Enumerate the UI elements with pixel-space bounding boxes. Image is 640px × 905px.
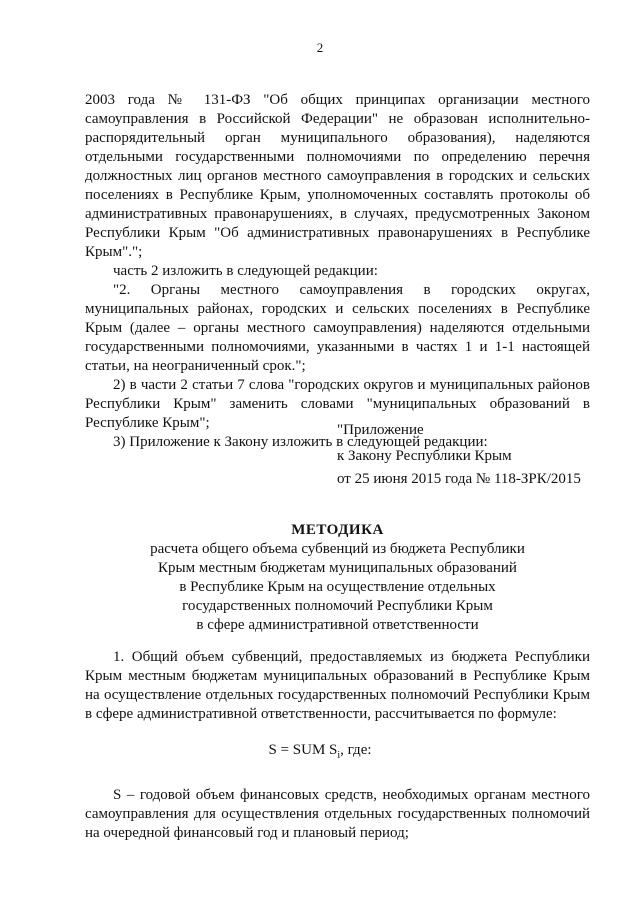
appendix-reference [337, 421, 617, 440]
paragraph-part2-text: "2. Органы местного самоуправления в городских округах, муниципальных районах, городских и сельских поселениях в Республике Крым (далее – органы местного самоуправления) наделяются отдельными государственными полномочиями, указанными в частях 1 и 1-1 настоящей статьи, на неограниченный срок."; [85, 282, 590, 374]
appendix-line-3: от 25 июня 2015 года № 118-ЗРК/2015 [337, 471, 581, 487]
method-subtitle-line-1: расчета общего объема субвенций из бюджета Республики [150, 541, 525, 557]
text-body-method [85, 648, 590, 724]
formula-lhs: S = SUM S [268, 742, 338, 758]
appendix-reference-2 [337, 447, 617, 466]
method-title: МЕТОДИКА [291, 522, 384, 538]
text-body-definition [85, 786, 590, 843]
formula-rhs: , где: [340, 742, 372, 758]
formula-subscript: i [337, 750, 341, 761]
paragraph-definition-s: S – годовой объем финансовых средств, необходимых органам местного самоуправления для осуществления отдельных государственных полномочий на очередной финансовый год и плановый период; [85, 787, 590, 841]
method-subtitle-line-4: государственных полномочий Республики Крым [182, 598, 493, 614]
page-number: 2 [316, 40, 324, 55]
paragraph-part2-intro: часть 2 изложить в следующей редакции: [113, 263, 378, 279]
method-subtitle-line-2: Крым местным бюджетам муниципальных образований [158, 560, 517, 576]
paragraph-intro: 2003 года № 131-ФЗ "Об общих принципах организации местного самоуправления в Российской Федерации" не образован исполнительно-распорядительный орган муниципального образования), наделяются отдельными государственными полномочиями по определению перечня должностных лиц органов местного самоуправления в городских и сельских поселениях в Республике Крым, уполномоченных составлять протоколы об административных правонарушениях, в случаях, предусмотренных Законом Республики Крым "Об административных правонарушениях в Республике Крым"."; [85, 92, 590, 260]
text-body-top [85, 91, 590, 452]
paragraph-method-1: 1. Общий объем субвенций, предоставляемых из бюджета Республики Крым местным бюджетам муниципальных образований в Республике Крым на осуществление отдельных государственных полномочий Республики Крым в сфере административной ответственности, рассчитывается по формуле: [85, 649, 590, 722]
appendix-line-2: к Закону Республики Крым [337, 448, 512, 464]
formula [0, 741, 640, 760]
method-title-block [85, 521, 590, 635]
method-subtitle-line-3: в Республике Крым на осуществление отдельных [179, 579, 496, 595]
appendix-line-1: "Приложение [337, 422, 424, 438]
appendix-reference-3 [337, 470, 617, 489]
method-subtitle-line-5: в сфере административной ответственности [196, 617, 479, 633]
paragraph-item-2: 2) в части 2 статьи 7 слова "городских округов и муниципальных районов Республики Крым" заменить словами "муниципальных образований в Республике Крым"; [85, 377, 590, 431]
paragraph-item-3: 3) Приложение к Закону изложить в следующей редакции: [113, 434, 488, 450]
